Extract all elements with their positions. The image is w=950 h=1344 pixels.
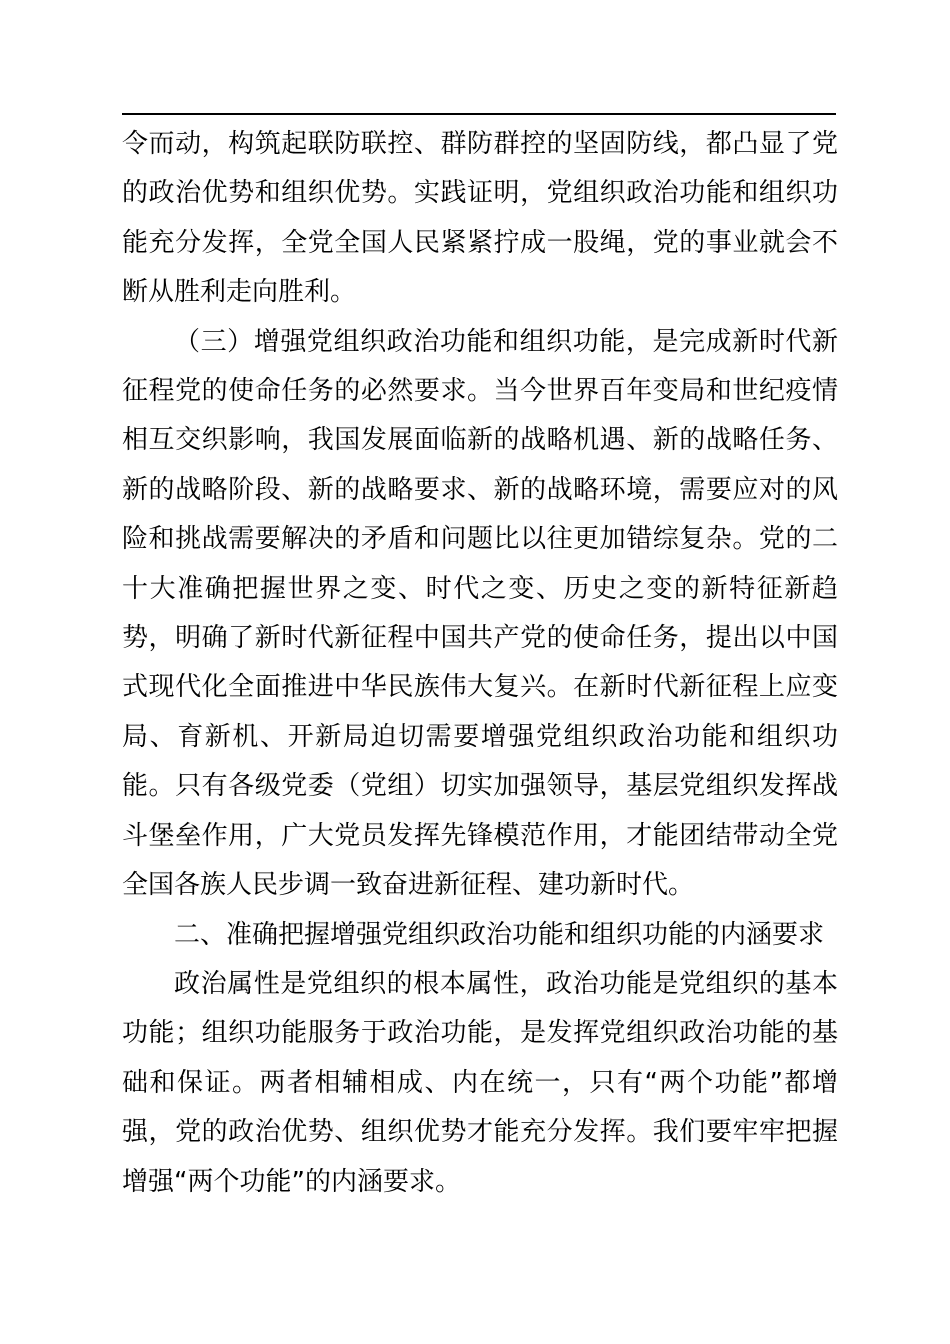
paragraph-continuation: 令而动，构筑起联防联控、群防群控的坚固防线，都凸显了党的政治优势和组织优势。实践证明，党组织政治功能和组织功能充分发挥，全党全国人民紧紧拧成一股绳，党的事业就会不断从胜利走向胜利。 bbox=[122, 129, 838, 308]
paragraph-section-three: （三）增强党组织政治功能和组织功能，是完成新时代新征程党的使命任务的必然要求。当今世界百年变局和世纪疫情相互交织影响，我国发展面临新的战略机遇、新的战略任务、新的战略阶段、新的战略要求、新的战略环境，需要应对的风险和挑战需要解决的矛盾和问题比以往更加错综复杂。党的二十大准确把握世界之变、时代之变、历史之变的新特征新趋势，明确了新时代新征程中国共产党的使命任务，提出以中国式现代化全面推进中华民族伟大复兴。在新时代新征程上应变局、育新机、开新局迫切需要增强党组织政治功能和组织功能。只有各级党委（党组）切实加强领导，基层党组织发挥战斗堡垒作用，广大党员发挥先锋模范作用，才能团结带动全党全国各族人民步调一致奋进新征程、建功新时代。 bbox=[122, 326, 838, 901]
body-text bbox=[122, 120, 838, 1207]
paragraph-political-attribute: 政治属性是党组织的根本属性，政治功能是党组织的基本功能；组织功能服务于政治功能，是发挥党组织政治功能的基础和保证。两者相辅相成、内在统一，只有“两个功能”都增强，党的政治优势、组织优势才能充分发挥。我们要牢牢把握增强“两个功能”的内涵要求。 bbox=[122, 968, 838, 1197]
section-heading-two: 二、准确把握增强党组织政治功能和组织功能的内涵要求 bbox=[174, 919, 825, 950]
header-rule bbox=[122, 113, 836, 115]
